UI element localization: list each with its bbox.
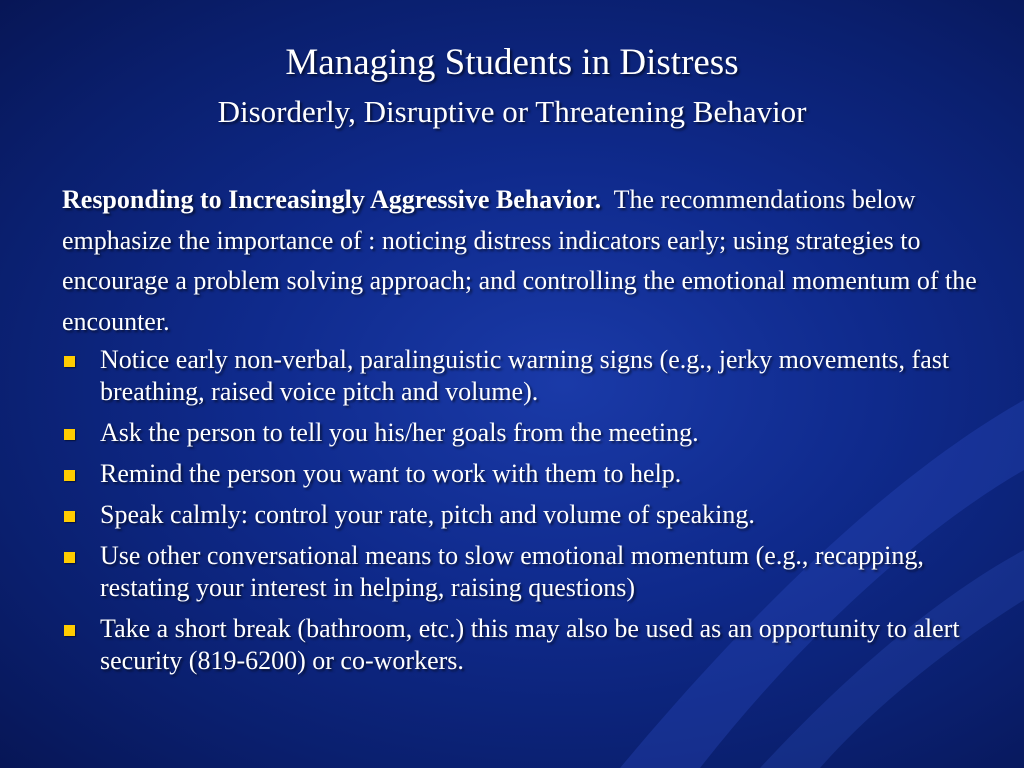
slide-title: Managing Students in Distress	[285, 42, 739, 83]
list-item	[62, 499, 992, 531]
list-item	[62, 540, 992, 604]
list-item-text: Ask the person to tell you his/her goals from the meeting.	[100, 418, 699, 447]
slide-body	[62, 180, 992, 677]
square-bullet-icon	[64, 429, 75, 440]
intro-paragraph	[62, 180, 992, 342]
list-item-text: Take a short break (bathroom, etc.) this may also be used as an opportunity to alert security (819-6200) or co-workers.	[100, 614, 960, 675]
square-bullet-icon	[64, 625, 75, 636]
list-item	[62, 613, 992, 677]
slide-subtitle: Disorderly, Disruptive or Threatening Behavior	[217, 94, 807, 129]
intro-text: The recommendations below emphasize the importance of : noticing distress indicators early; using strategies to encourage a problem solving approach; and controlling the emotional momentum of the encounter.	[62, 185, 977, 336]
list-item-text: Remind the person you want to work with them to help.	[100, 459, 682, 488]
intro-lead: Responding to Increasingly Aggressive Behavior.	[62, 185, 602, 214]
list-item	[62, 417, 992, 449]
list-item-text: Use other conversational means to slow emotional momentum (e.g., recapping, restating your interest in helping, raising questions)	[100, 541, 924, 602]
square-bullet-icon	[64, 356, 75, 367]
square-bullet-icon	[64, 470, 75, 481]
list-item-text: Notice early non-verbal, paralinguistic warning signs (e.g., jerky movements, fast breathing, raised voice pitch and volume).	[100, 345, 950, 406]
list-item	[62, 458, 992, 490]
square-bullet-icon	[64, 552, 75, 563]
title-block	[0, 40, 1024, 132]
list-item-text: Speak calmly: control your rate, pitch and volume of speaking.	[100, 500, 755, 529]
list-item	[62, 344, 992, 408]
bullet-list	[62, 344, 992, 677]
square-bullet-icon	[64, 511, 75, 522]
